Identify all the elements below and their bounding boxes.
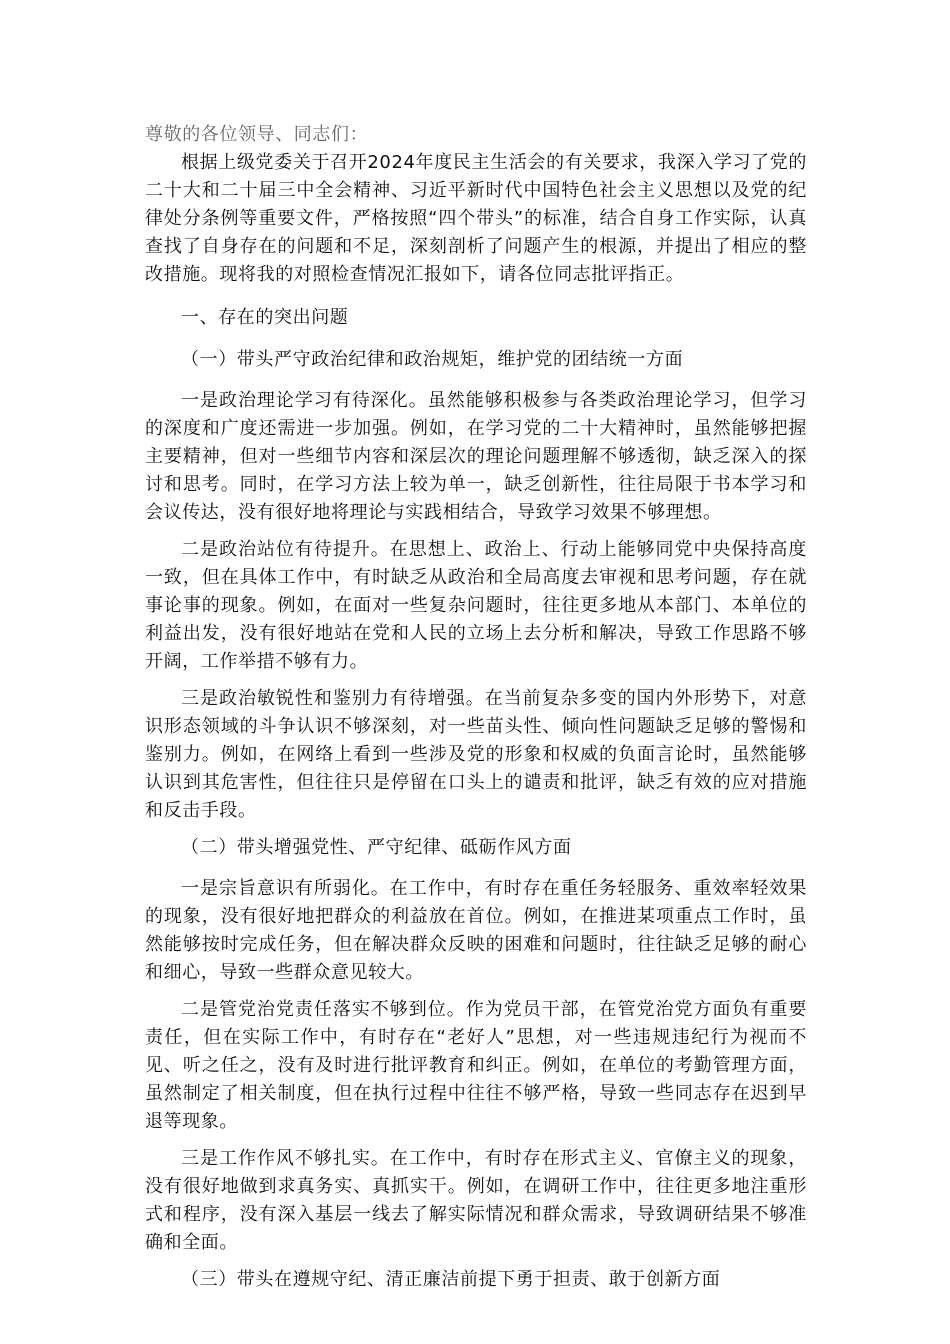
document-body xyxy=(145,121,807,1307)
paragraph-1-1: 一是政治理论学习有待深化。虽然能够积极参与各类政治理论学习，但学习的深度和广度还需进一步加强。例如，在学习党的二十大精神时，虽然能够把握主要精神，但对一些细节内容和深层次的理论问题理解不够透彻，缺乏深入的探讨和思考。同时，在学习方法上较为单一，缺乏创新性，往往局限于书本学习和会议传达，没有很好地将理论与实践相结合，导致学习效果不够理想。 xyxy=(145,390,807,523)
section-heading-problems: 一、存在的突出问题 xyxy=(181,307,349,328)
paragraph-2-2: 二是管党治党责任落实不够到位。作为党员干部，在管党治党方面负有重要责任，但在实际工作中，有时存在“老好人”思想，对一些违规违纪行为视而不见、听之任之，没有及时进行批评教育和纠正。例如，在单位的考勤管理方面，虽然制定了相关制度，但在执行过程中往往不够严格，导致一些同志存在迟到早退等现象。 xyxy=(145,999,807,1132)
paragraph-1-3: 三是政治敏锐性和鉴别力有待增强。在当前复杂多变的国内外形势下，对意识形态领域的斗争认识不够深刻，对一些苗头性、倾向性问题缺乏足够的警惕和鉴别力。例如，在网络上看到一些涉及党的形象和权威的负面言论时，虽然能够认识到其危害性，但往往只是停留在口头上的谴责和批评，缺乏有效的应对措施和反击手段。 xyxy=(145,688,807,821)
intro-paragraph: 根据上级党委关于召开2024年度民主生活会的有关要求，我深入学习了党的二十大和二十届三中全会精神、习近平新时代中国特色社会主义思想以及党的纪律处分条例等重要文件，严格按照“四个带头”的标准，结合自身工作实际，认真查找了自身存在的问题和不足，深刻剖析了问题产生的根源，并提出了相应的整改措施。现将我的对照检查情况汇报如下，请各位同志批评指正。 xyxy=(145,152,807,285)
paragraph-2-3: 三是工作作风不够扎实。在工作中，有时存在形式主义、官僚主义的现象，没有很好地做到求真务实、真抓实干。例如，在调研工作中，往往更多地注重形式和程序，没有深入基层一线去了解实际情况和群众需求，导致调研结果不够准确和全面。 xyxy=(145,1148,807,1253)
salutation: 尊敬的各位领导、同志们： xyxy=(145,124,369,145)
subsection-heading-3: （三）带头在遵规守纪、清正廉洁前提下勇于担责、敢于创新方面 xyxy=(181,1269,721,1290)
subsection-heading-1: （一）带头严守政治纪律和政治规矩，维护党的团结统一方面 xyxy=(181,349,684,370)
subsection-heading-2: （二）带头增强党性、严守纪律、砥砺作风方面 xyxy=(181,837,572,858)
paragraph-2-1: 一是宗旨意识有所弱化。在工作中，有时存在重任务轻服务、重效率轻效果的现象，没有很好地把群众的利益放在首位。例如，在推进某项重点工作时，虽然能够按时完成任务，但在解决群众反映的困难和问题时，往往缺乏足够的耐心和细心，导致一些群众意见较大。 xyxy=(145,878,807,983)
paragraph-1-2: 二是政治站位有待提升。在思想上、政治上、行动上能够同党中央保持高度一致，但在具体工作中，有时缺乏从政治和全局高度去审视和思考问题，存在就事论事的现象。例如，在面对一些复杂问题时，往往更多地从本部门、本单位的利益出发，没有很好地站在党和人民的立场上去分析和解决，导致工作思路不够开阔，工作举措不够有力。 xyxy=(145,539,807,672)
